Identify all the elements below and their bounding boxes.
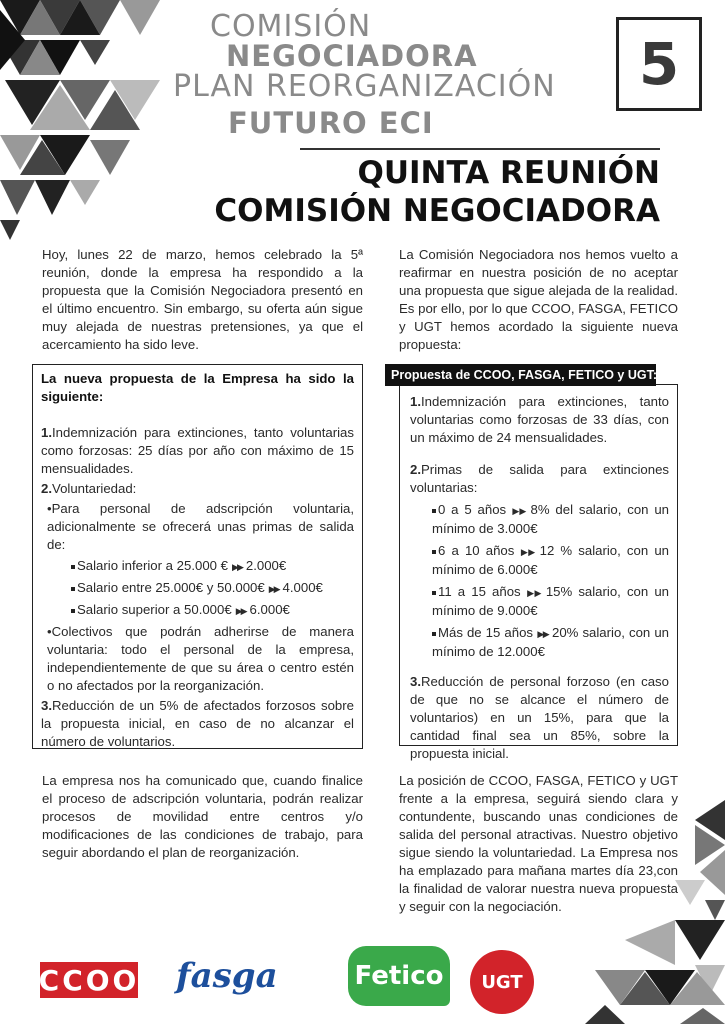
company-point-1-number: 1. bbox=[41, 425, 52, 440]
title-comision-negociadora: COMISIÓN NEGOCIADORA bbox=[214, 193, 660, 229]
union-point-3-text: Reducción de personal forzoso (en caso de que no se alcance el número de voluntarios) en un 15%, para que la cantidad final sea un 85%, sobre la propuesta inicial. bbox=[410, 674, 669, 761]
double-arrow-icon: ▶▶ bbox=[235, 606, 246, 616]
union-point-3-number: 3. bbox=[410, 674, 421, 689]
double-arrow-icon: ▶▶ bbox=[268, 584, 279, 594]
company-sub-2-value: 4.000€ bbox=[282, 580, 323, 595]
company-point-1-text: Indemnización para extinciones, tanto voluntarias como forzosas: 25 días por año con máximo de 15 mensualidades. bbox=[41, 425, 354, 476]
meeting-number-box bbox=[616, 17, 702, 111]
company-sub-3-value: 6.000€ bbox=[249, 602, 290, 617]
ugt-logo bbox=[470, 950, 534, 1014]
header-line-comision: COMISIÓN bbox=[210, 9, 372, 44]
fasga-logo bbox=[176, 956, 316, 1000]
company-sub-item-2 bbox=[41, 579, 354, 598]
union-proposal-box bbox=[399, 384, 678, 761]
meeting-number: 5 bbox=[638, 30, 680, 98]
intro-paragraph-right: La Comisión Negociadora nos hemos vuelto a reafirmar en nuestra posición de no aceptar una propuesta que sigue alejada de la realidad. Es por ello, por lo que CCOO, FASGA, FETICO y UGT hemos acordado la siguiente nueva propuesta: bbox=[399, 247, 678, 352]
union-point-1-text: Indemnización para extinciones, tanto voluntarias como forzosas de 33 días, con un máximo de 24 mensualidades. bbox=[410, 394, 669, 445]
company-sub-2-label: Salario entre 25.000€ y 50.000€ bbox=[77, 580, 265, 595]
union-sub-item-4 bbox=[410, 624, 669, 661]
square-bullet-icon bbox=[432, 632, 436, 636]
union-point-1-number: 1. bbox=[410, 394, 421, 409]
double-arrow-icon: ▶▶ bbox=[537, 629, 548, 639]
square-bullet-icon bbox=[432, 550, 436, 554]
union-point-3 bbox=[410, 673, 669, 763]
double-arrow-icon: ▶▶ bbox=[524, 588, 542, 598]
header-line-futuro: FUTURO ECI bbox=[228, 106, 434, 140]
company-point-2-number: 2. bbox=[41, 481, 52, 496]
ccoo-logo-text: CCOO bbox=[38, 963, 140, 997]
union-sub-item-3 bbox=[410, 583, 669, 620]
fetico-logo bbox=[348, 946, 450, 1006]
square-bullet-icon bbox=[432, 591, 436, 595]
union-point-2-text: Primas de salida para extinciones voluntarias: bbox=[410, 462, 669, 495]
union-point-2-number: 2. bbox=[410, 462, 421, 477]
square-bullet-icon bbox=[71, 587, 75, 591]
ugt-logo-text: UGT bbox=[481, 971, 523, 993]
company-sub-item-3 bbox=[41, 601, 354, 620]
union-point-1 bbox=[410, 393, 669, 447]
double-arrow-icon: ▶▶ bbox=[232, 562, 242, 572]
union-sub-item-1 bbox=[410, 501, 669, 538]
company-sub-1-label: Salario inferior a 25.000 € bbox=[77, 558, 229, 573]
company-point-3-number: 3. bbox=[41, 698, 52, 713]
union-sub-4-text: 20% salario, con un mínimo de 12.000€ bbox=[432, 625, 669, 659]
outro-paragraph-left: La empresa nos ha comunicado que, cuando finalice el proceso de adscripción voluntaria, podrán realizar procesos de movilidad entre centros y/o modificaciones de las condiciones de trabajo, para seguir abordando el plan de reorganización. bbox=[42, 773, 363, 860]
union-sub-2-text: 12 % salario, con un mínimo de 6.000€ bbox=[432, 543, 669, 577]
square-bullet-icon bbox=[432, 509, 436, 513]
company-point-3-text: Reducción de un 5% de afectados forzosos sobre la propuesta inicial, en caso de no alcanzar el número de voluntarios. bbox=[41, 698, 354, 749]
company-sub-1-value: 2.000€ bbox=[245, 558, 287, 573]
company-proposal-box bbox=[32, 364, 363, 749]
company-sub-3-label: Salario superior a 50.000€ bbox=[77, 602, 232, 617]
square-bullet-icon bbox=[71, 565, 75, 569]
union-point-2 bbox=[410, 461, 669, 497]
company-proposal-title: La nueva propuesta de la Empresa ha sido la siguiente: bbox=[41, 371, 354, 404]
header-line-negociadora: NEGOCIADORA bbox=[226, 39, 478, 73]
triangle-pattern-top-left bbox=[0, 0, 175, 245]
fetico-logo-text: Fetico bbox=[354, 961, 444, 991]
outro-paragraph-right: La posición de CCOO, FASGA, FETICO y UGT frente a la empresa, seguirá siendo clara y contundente, buscando unas condiciones de salida del personal atractivas. Nuestro objetivo sigue siendo la voluntariedad. La Empresa nos ha emplazado para mañana martes día 23,con la finalidad de valorar nuestra nueva propuesta y seguir con la negociación. bbox=[399, 773, 678, 914]
fasga-logo-text: fasga bbox=[176, 956, 278, 996]
union-sub-4-label: Más de 15 años bbox=[438, 625, 533, 640]
header-rule bbox=[300, 148, 660, 150]
double-arrow-icon: ▶▶ bbox=[510, 506, 527, 516]
title-quinta-reunion: QUINTA REUNIÓN bbox=[357, 155, 660, 191]
union-sub-2-label: 6 a 10 años bbox=[438, 543, 515, 558]
company-sub-item-1 bbox=[41, 557, 354, 576]
union-sub-3-label: 11 a 15 años bbox=[438, 584, 521, 599]
intro-paragraph-left: Hoy, lunes 22 de marzo, hemos celebrado la 5ª reunión, donde la empresa ha respondido a la propuesta que la Comisión Negociadora presentó en el último encuentro. Sin embargo, su oferta aún sigue muy alejada de nuestras pretensiones, ya que el acercamiento ha sido leve. bbox=[42, 247, 363, 352]
square-bullet-icon bbox=[71, 609, 75, 613]
company-bullet-primas: •Para personal de adscripción voluntaria, adicionalmente se ofrecerá unas primas de salida de: bbox=[47, 501, 354, 552]
company-point-2 bbox=[41, 480, 354, 498]
company-point-3 bbox=[41, 697, 354, 751]
union-proposal-title: Propuesta de CCOO, FASGA, FETICO y UGT: bbox=[391, 368, 658, 382]
ccoo-logo bbox=[40, 962, 138, 998]
union-sub-1-text: 8% del salario, con un mínimo de 3.000€ bbox=[432, 502, 670, 536]
company-point-2-text: Voluntariedad: bbox=[52, 481, 137, 496]
company-bullet-colectivos: •Colectivos que podrán adherirse de manera voluntaria: todo el personal de la empresa, independientemente de que su área o centro estén o no afectados por la reorganización. bbox=[47, 624, 354, 693]
double-arrow-icon: ▶▶ bbox=[518, 547, 536, 557]
union-proposal-title-banner bbox=[385, 364, 656, 386]
union-sub-1-label: 0 a 5 años bbox=[438, 502, 507, 517]
union-sub-item-2 bbox=[410, 542, 669, 579]
union-sub-3-text: 15% salario, con un mínimo de 9.000€ bbox=[432, 584, 669, 618]
header-line-plan: PLAN REORGANIZACIÓN bbox=[173, 69, 556, 104]
company-point-1 bbox=[41, 424, 354, 478]
